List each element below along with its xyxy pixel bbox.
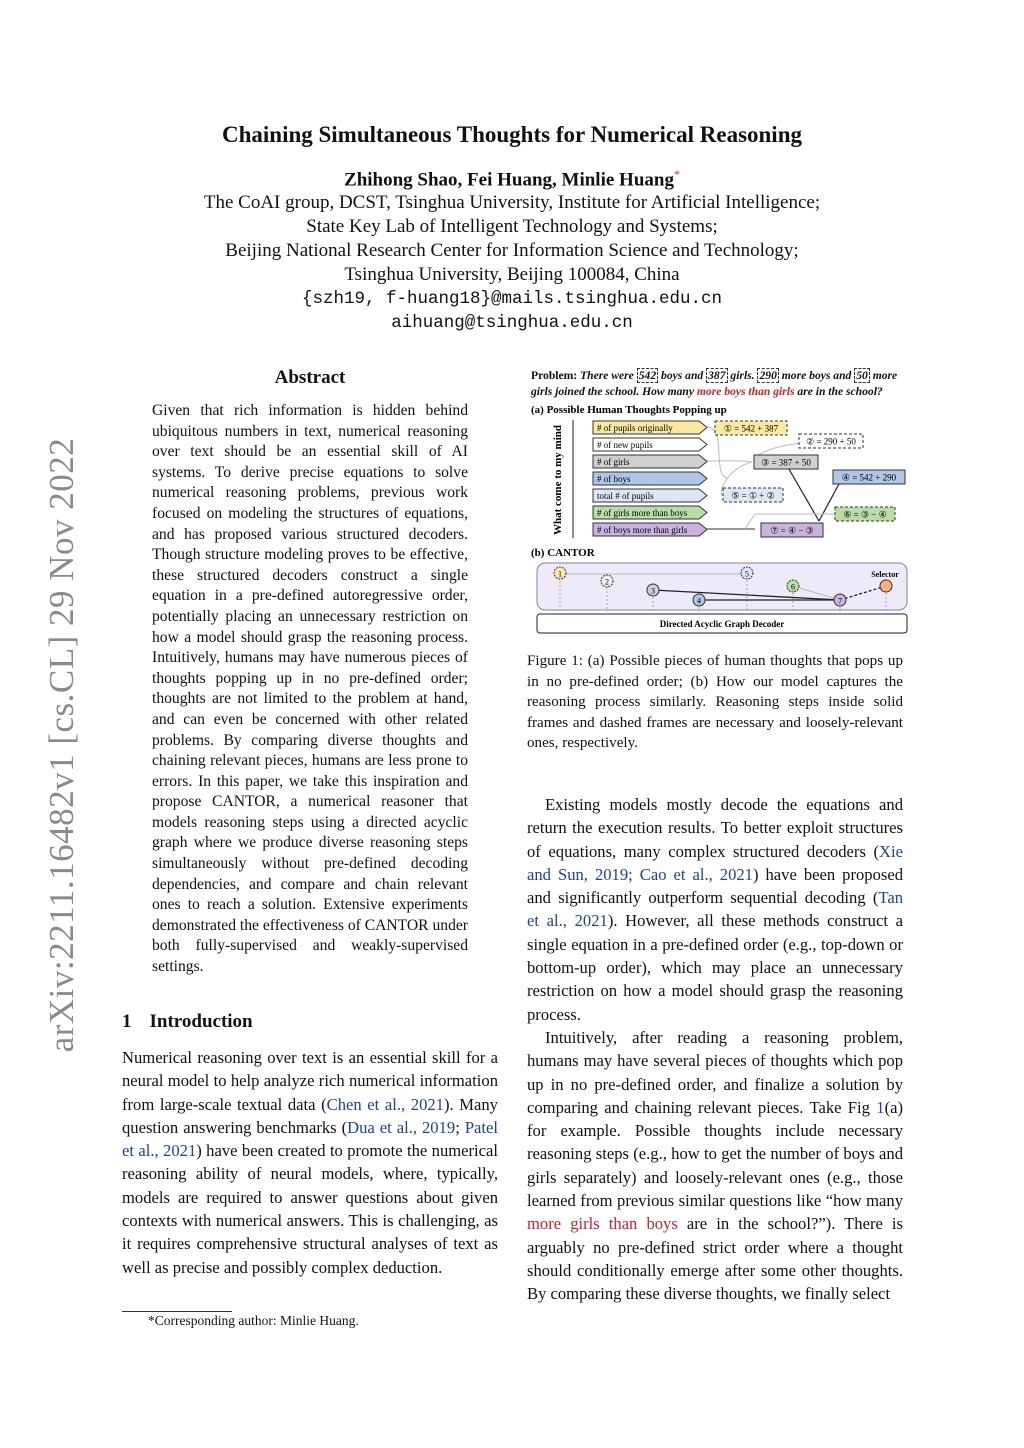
equation-box xyxy=(715,421,787,435)
equation-box xyxy=(723,488,783,502)
dag-node xyxy=(601,575,613,587)
problem-text: girls. xyxy=(727,369,758,382)
problem-highlight: more boys than girls xyxy=(696,384,795,398)
highlight-text: more girls than boys xyxy=(527,1214,678,1234)
citation-link[interactable]: Chen et al., 2021 xyxy=(326,1094,444,1114)
citation-link[interactable]: Xie and Sun, 2019 xyxy=(527,841,903,884)
equation-text: ② = 290 + 50 xyxy=(806,436,856,447)
section-title: Introduction xyxy=(149,1011,253,1032)
email-line: aihuang@tsinghua.edu.cn xyxy=(391,313,633,333)
problem-text: There were xyxy=(580,369,637,382)
body-paragraph: Existing models mostly decode the equations and return the execution results. To better exploit structures of equations, many complex structured decoders (Xie and Sun, 2019; Cao et al., 2021) have been proposed and significantly outperform sequential decoding (Tan et al., 2021). However, all these methods construct a single equation in a pre-defined order (e.g., top-down or bottom-up order), which may place an unnecessary restriction on how a model should grasp the reasoning process. xyxy=(527,795,904,1024)
thought-arrow xyxy=(593,421,707,434)
problem-text: boys and xyxy=(658,369,707,382)
number-box: 387 xyxy=(708,369,726,382)
body-text: ; xyxy=(455,1117,465,1137)
body-paragraph: Intuitively, after reading a reasoning problem, humans may have several pieces of thoughts which pop up in no pre-defined order, and finalize a solution by comparing and chaining relevant pieces. Take Fig 1(a) for example. Possible thoughts include necessary reasoning steps (e.g., how to get the number of boys and girls separately) and loosely-relevant ones (e.g., those learned from previous similar questions like “how many more girls than boys are in the school?”). There is arguably no pre-defined strict order where a thought should conditionally emerge after some other thoughts. By comparing these diverse thoughts, we finally select xyxy=(527,1027,904,1304)
thought-label: # of new pupils xyxy=(597,440,653,450)
equation-text: ③ = 387 + 50 xyxy=(761,457,811,468)
number-box: 50 xyxy=(856,369,868,382)
thought-arrow xyxy=(593,455,707,468)
thought-arrow xyxy=(593,472,707,485)
equation-box xyxy=(833,470,905,484)
dag-node xyxy=(693,594,705,606)
paper-title: Chaining Simultaneous Thoughts for Numerical Reasoning xyxy=(221,122,802,147)
problem-text: are in the school? xyxy=(794,384,883,398)
thought-label: # of girls more than boys xyxy=(597,508,688,518)
citation-link[interactable]: Tan et al., 2021 xyxy=(527,888,903,931)
equation-text: ④ = 542 + 290 xyxy=(841,472,897,483)
citation-separator: ; xyxy=(628,864,640,884)
body-text: ). Many question answering benchmarks ( xyxy=(122,1094,498,1137)
number-box: 542 xyxy=(638,369,657,382)
equation-text: ⑦ = ④ − ③ xyxy=(770,525,814,536)
thought-arrow xyxy=(593,523,707,536)
footnote: *Corresponding author: Minlie Huang. xyxy=(148,1313,359,1328)
equation-box xyxy=(799,434,863,448)
thought-label: # of pupils originally xyxy=(597,423,673,433)
dag-decoder-label: Directed Acyclic Graph Decoder xyxy=(659,619,785,629)
equation-text: ⑤ = ① + ② xyxy=(731,490,775,501)
corresponding-mark: * xyxy=(673,167,680,181)
affiliation-line: State Key Lab of Intelligent Technology and Systems; xyxy=(306,216,718,237)
svg-text:1: 1 xyxy=(558,569,562,579)
connector-line xyxy=(786,464,819,521)
arxiv-identifier: arXiv:2211.16482v1 [cs.CL] 29 Nov 2022 xyxy=(42,437,81,1053)
footnote-divider xyxy=(122,1311,232,1312)
node-sequence-frame xyxy=(537,563,907,610)
citation-link[interactable]: Cao et al., 2021 xyxy=(639,864,753,884)
dag-node xyxy=(741,567,753,579)
affiliation-line: The CoAI group, DCST, Tsinghua University, Institute for Artificial Intelligence; xyxy=(203,192,821,213)
thought-label: total # of pupils xyxy=(597,491,654,501)
thought-arrow xyxy=(593,506,707,519)
equation-box xyxy=(754,455,818,469)
problem-text: more girls joined the school. How many xyxy=(531,369,898,398)
thought-label: # of boys more than girls xyxy=(597,525,688,535)
abstract-text: Given that rich information is hidden behind ubiquitous numbers in text, numerical reasoning over text should be an essential skill of AI systems. To derive precise equations to solve numerical reasoning problems, previous work focused on modeling the structures of equations, and has proposed various structured decoders. Though structure modeling proves to be effective, these structured decoders construct a single equation in a pre-defined autoregressive order, potentially placing an unnecessary restriction on how a model should grasp the reasoning process. Intuitively, humans may have numerous pieces of thoughts popping up in no pre-defined order; thoughts are not limited to the problem at hand, and can even be concerned with other related problems. By comparing diverse thoughts and chaining relevant pieces, humans are less prone to errors. In this paper, we take this inspiration and propose CANTOR, a numerical reasoner that models reasoning steps using a directed acyclic graph where we produce diverse reasoning steps simultaneously without pre-defined decoding dependencies, and compare and chain relevant ones to reach a solution. Extensive experiments demonstrated the effectiveness of CANTOR under both fully-supervised and weakly-supervised settings. xyxy=(152,402,468,976)
figure-problem xyxy=(531,368,909,400)
thought-label: # of boys xyxy=(597,474,631,484)
svg-text:3: 3 xyxy=(651,586,655,596)
section-number: 1 xyxy=(122,1011,132,1032)
panel-a-label: (a) Possible Human Thoughts Popping up xyxy=(531,404,727,416)
dag-node xyxy=(787,580,799,592)
intro-paragraph xyxy=(122,1046,498,1279)
affiliation-line: Tsinghua University, Beijing 100084, China xyxy=(344,264,680,285)
connector-line xyxy=(707,461,752,462)
dag-node xyxy=(834,594,846,606)
authors-text: Zhihong Shao, Fei Huang, Minlie Huang xyxy=(344,169,674,191)
thought-arrow xyxy=(593,489,707,502)
figure-ref-link[interactable]: 1 xyxy=(876,1097,885,1117)
abstract-heading: Abstract xyxy=(274,367,346,388)
figure-1-diagram xyxy=(527,400,911,638)
body-text: ) have been created to promote the numerical reasoning ability of neural models, where, typically, models are required to answer questions about given contexts with numerical answers. This is challenging, as it requires comprehensive structural analyses of text as well as precise and possibly complex deduction. xyxy=(122,1141,498,1277)
svg-text:2: 2 xyxy=(605,577,609,587)
affiliation-line: Beijing National Research Center for Information Science and Technology; xyxy=(225,240,799,261)
thought-label: # of girls xyxy=(597,457,630,467)
citation-link[interactable]: Patel et al., 2021 xyxy=(122,1117,498,1161)
body-text: Numerical reasoning over text is an essential skill for a neural model to help analyze rich numerical information from large-scale textual data ( xyxy=(122,1048,498,1114)
equation-box xyxy=(835,507,895,521)
author-list xyxy=(0,167,1024,191)
panel-b-label: (b) CANTOR xyxy=(531,547,595,559)
problem-text: more boys and xyxy=(778,369,855,382)
figure-caption: Figure 1: (a) Possible pieces of human thoughts that pops up in no pre-defined order; (b) How our model captures the reasoning process similarly. Reasoning steps inside solid frames and dashed frames are necessary and loosely-relevant ones, respectively. xyxy=(527,653,903,752)
svg-text:5: 5 xyxy=(745,569,749,579)
svg-text:7: 7 xyxy=(838,596,842,606)
dag-node xyxy=(647,584,659,596)
section-heading xyxy=(122,1011,253,1033)
svg-text:4: 4 xyxy=(697,596,701,606)
citation-link[interactable]: Dua et al., 2019 xyxy=(347,1117,456,1137)
problem-label: Problem: xyxy=(531,369,578,382)
selector-label: Selector xyxy=(871,570,899,579)
equation-text: ① = 542 + 387 xyxy=(723,423,779,434)
equation-text: ⑥ = ③ − ④ xyxy=(843,509,887,520)
dag-node xyxy=(554,567,566,579)
right-column-text xyxy=(527,793,903,1306)
email-line: {szh19, f-huang18}@mails.tsinghua.edu.cn xyxy=(301,289,723,309)
svg-text:6: 6 xyxy=(791,582,795,592)
y-axis-label: What come to my mind xyxy=(552,425,564,535)
equation-box xyxy=(761,523,823,537)
thought-arrow xyxy=(593,438,707,451)
number-box: 290 xyxy=(759,369,777,382)
